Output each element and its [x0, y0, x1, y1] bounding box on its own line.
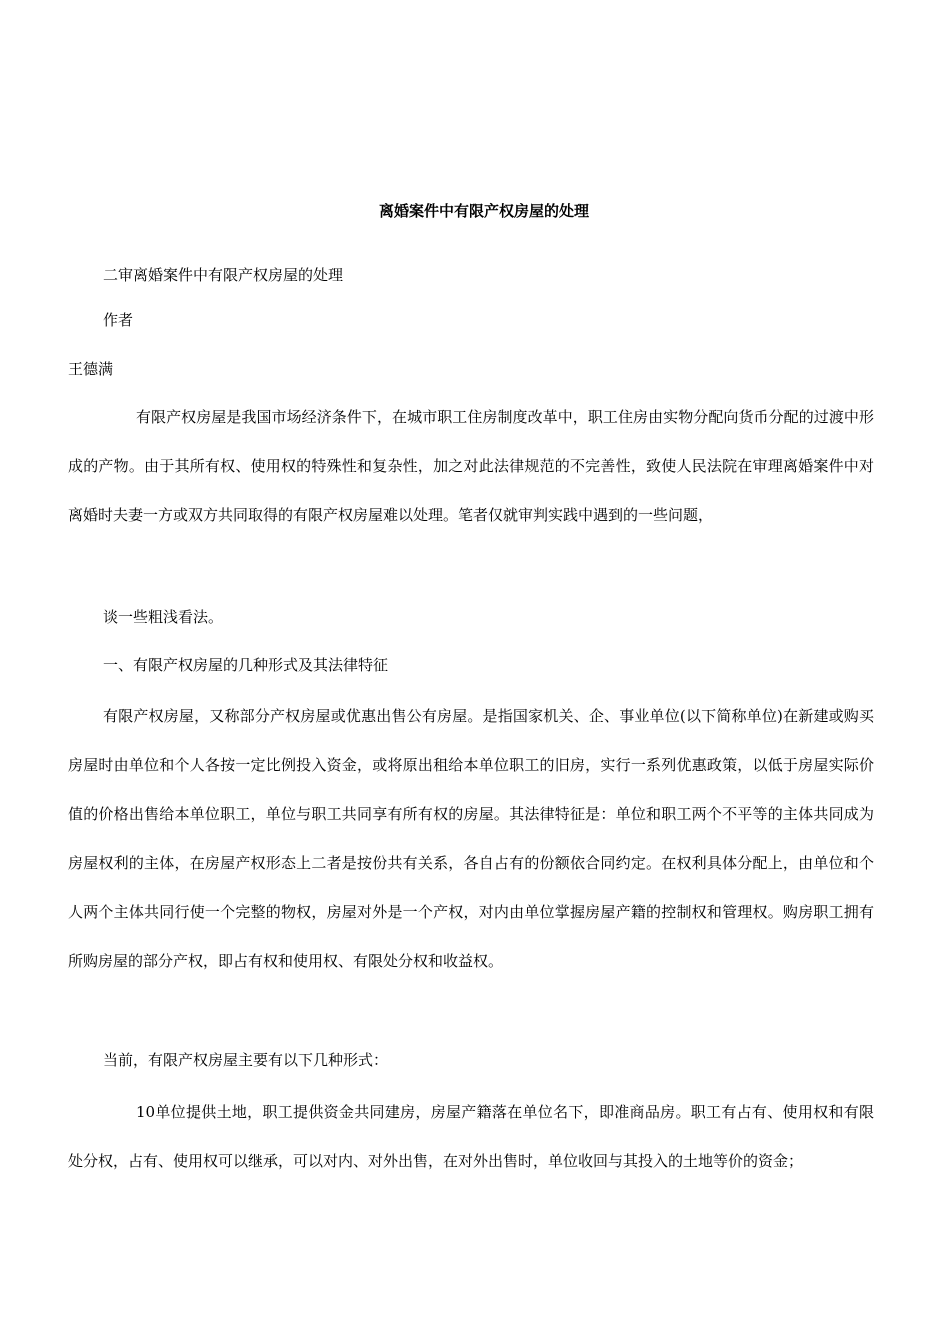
paragraph-form-1: 10单位提供土地，职工提供资金共同建房，房屋产籍落在单位名下，即准商品房。职工有占有、使用权和有限处分权，占有、使用权可以继承，可以对内、对外出售，在对外出售时，单位收回与其投入的土地等价的资金； [68, 1103, 874, 1170]
author-label: 作者 [103, 311, 134, 329]
document-subtitle: 二审离婚案件中有限产权房屋的处理 [103, 266, 344, 284]
section-heading-1: 一、有限产权房屋的几种形式及其法律特征 [103, 656, 389, 674]
paragraph-forms-intro: 当前，有限产权房屋主要有以下几种形式： [103, 1051, 389, 1069]
paragraph-intro: 有限产权房屋是我国市场经济条件下，在城市职工住房制度改革中，职工住房由实物分配向货币分配的过渡中形成的产物。由于其所有权、使用权的特殊性和复杂性，加之对此法律规范的不完善性，致使人民法院在审理离婚案件中对离婚时夫妻一方或双方共同取得的有限产权房屋难以处理。笔者仅就审判实践中遇到的一些问题， [68, 408, 874, 524]
author-name: 王德满 [68, 360, 114, 378]
paragraph-opinion: 谈一些粗浅看法。 [103, 608, 224, 626]
paragraph-definition: 有限产权房屋，又称部分产权房屋或优惠出售公有房屋。是指国家机关、企、事业单位(以下简称单位)在新建或购买房屋时由单位和个人各按一定比例投入资金，或将原出租给本单位职工的旧房，实行一系列优惠政策，以低于房屋实际价值的价格出售给本单位职工，单位与职工共同享有所有权的房屋。其法律特征是：单位和职工两个不平等的主体共同成为房屋权利的主体，在房屋产权形态上二者是按份共有关系，各自占有的份额依合同约定。在权利具体分配上，由单位和个人两个主体共同行使一个完整的物权，房屋对外是一个产权，对内由单位掌握房屋产籍的控制权和管理权。购房职工拥有所购房屋的部分产权，即占有权和使用权、有限处分权和收益权。 [68, 707, 874, 970]
document-title: 离婚案件中有限产权房屋的处理 [378, 202, 589, 220]
